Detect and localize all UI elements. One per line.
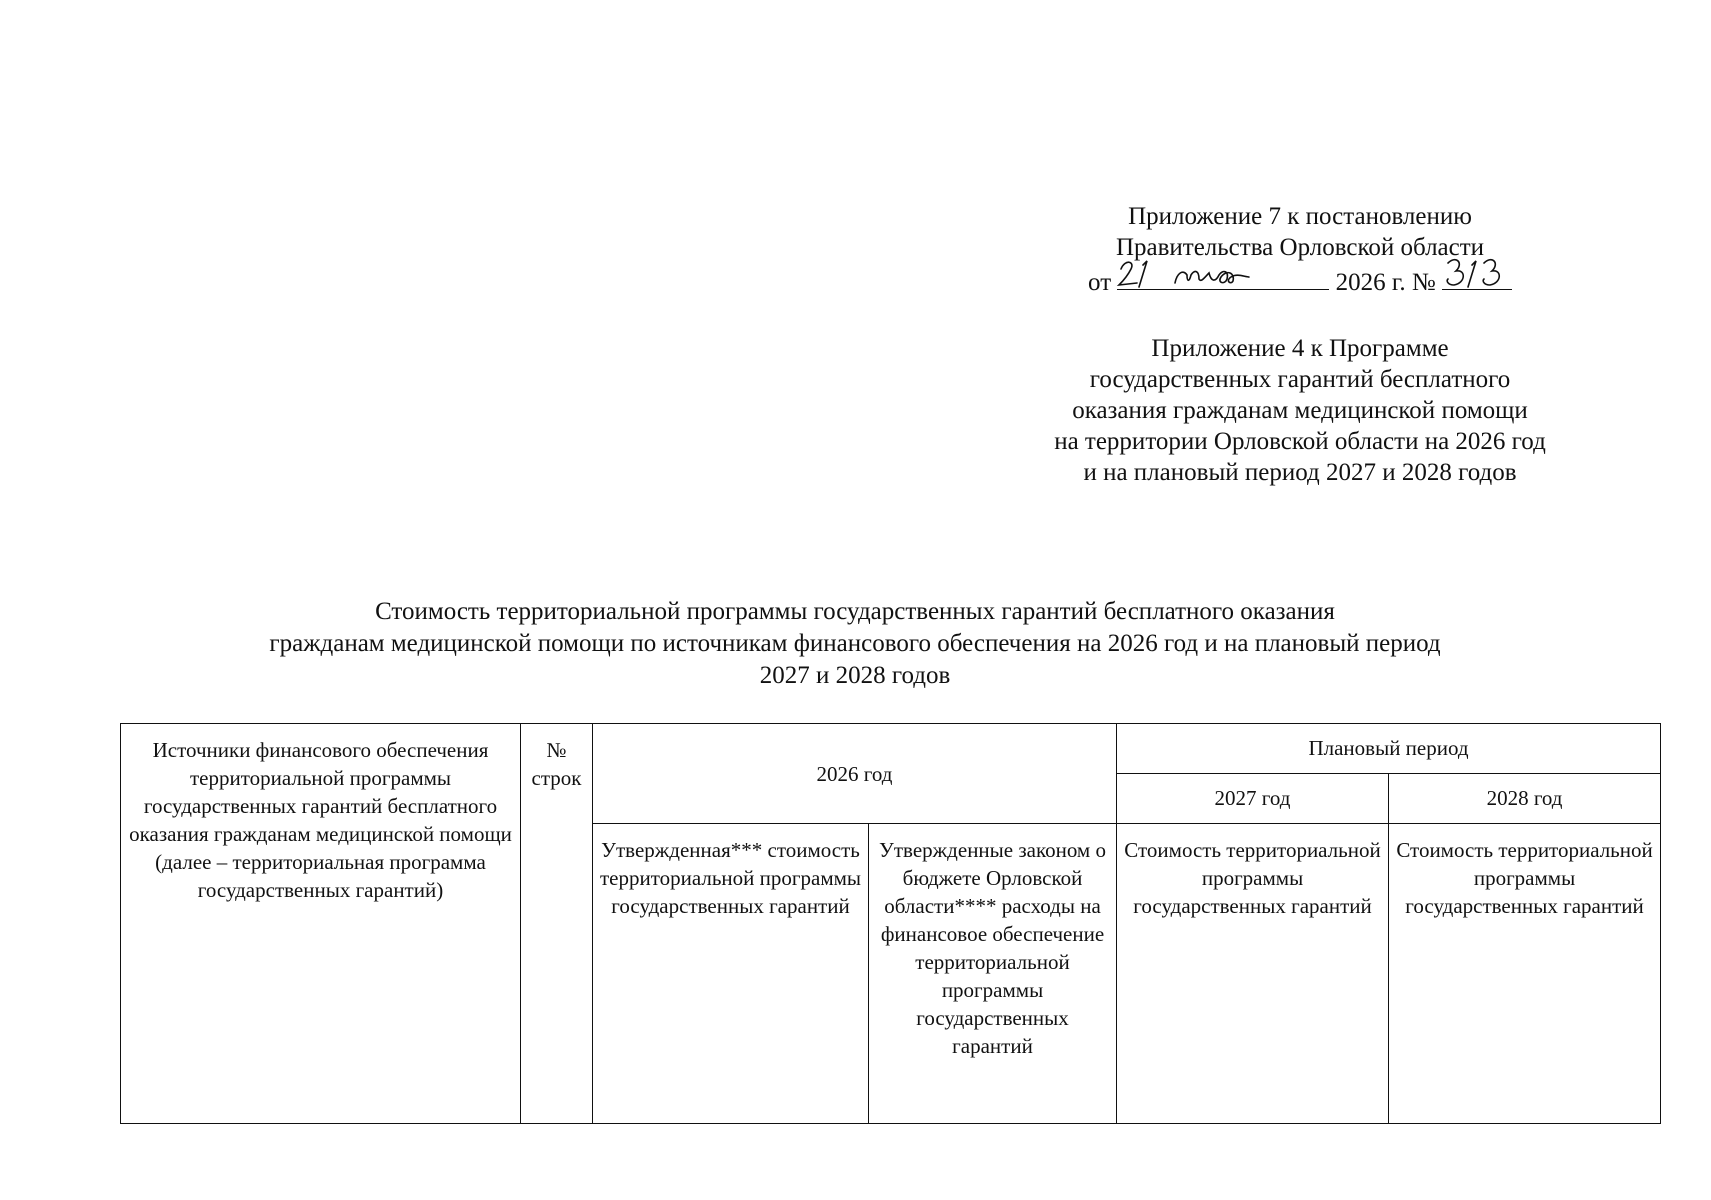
title-line1: Стоимость территориальной программы государственных гарантий бесплатного оказания xyxy=(375,598,1335,625)
financing-sources-table xyxy=(120,723,1661,1124)
title-line2: гражданам медицинской помощи по источникам финансового обеспечения на 2026 год и на плановый период xyxy=(269,630,1441,657)
date-prefix: от xyxy=(1088,269,1112,296)
table-header-row-1 xyxy=(121,724,1661,774)
appendix-7-line2: Правительства Орловской области xyxy=(1115,234,1485,261)
document-title xyxy=(120,596,1590,692)
budget-expenses-header-cell: Утвержденные законом о бюджете Орловской области**** расходы на финансовое обеспечение территориальной программы государственных гарантий xyxy=(869,824,1117,1124)
handwritten-date-image xyxy=(1117,255,1329,289)
year-2027-header-cell: 2027 год xyxy=(1117,774,1389,824)
appendix-4-line2: государственных гарантий бесплатного xyxy=(1089,366,1511,393)
cost-2027-header-cell: Стоимость территориальной программы государственных гарантий xyxy=(1117,824,1389,1124)
handwritten-date-signature xyxy=(1117,263,1329,290)
appendix-7-line1: Приложение 7 к постановлению xyxy=(1128,203,1472,230)
row-number-header-cell: № строк xyxy=(521,724,593,1124)
handwritten-number-image xyxy=(1442,255,1512,289)
cost-2028-header-cell: Стоимость территориальной программы государственных гарантий xyxy=(1389,824,1661,1124)
appendix-7-header xyxy=(900,201,1700,298)
appendix-4-header xyxy=(900,333,1700,488)
appendix-7-date-line xyxy=(900,263,1700,298)
year-and-number-label: 2026 г. № xyxy=(1335,269,1436,296)
sources-header-cell: Источники финансового обеспечения территориальной программы государственных гарантий бесплатного оказания гражданам медицинской помощи (далее – территориальная программа государственных гарантий) xyxy=(121,724,521,1124)
appendix-4-line1: Приложение 4 к Программе xyxy=(1151,335,1449,362)
handwritten-number-signature xyxy=(1442,263,1512,290)
approved-cost-header-cell: Утвержденная*** стоимость территориальной программы государственных гарантий xyxy=(593,824,869,1124)
year-2028-header-cell: 2028 год xyxy=(1389,774,1661,824)
appendix-4-line3: оказания гражданам медицинской помощи xyxy=(1072,397,1528,424)
planning-period-header-cell: Плановый период xyxy=(1117,724,1661,774)
appendix-4-line5: и на плановый период 2027 и 2028 годов xyxy=(1083,459,1517,486)
title-line3: 2027 и 2028 годов xyxy=(759,662,951,689)
appendix-4-line4: на территории Орловской области на 2026 год xyxy=(1054,428,1546,455)
year-2026-header-cell: 2026 год xyxy=(593,724,1117,824)
